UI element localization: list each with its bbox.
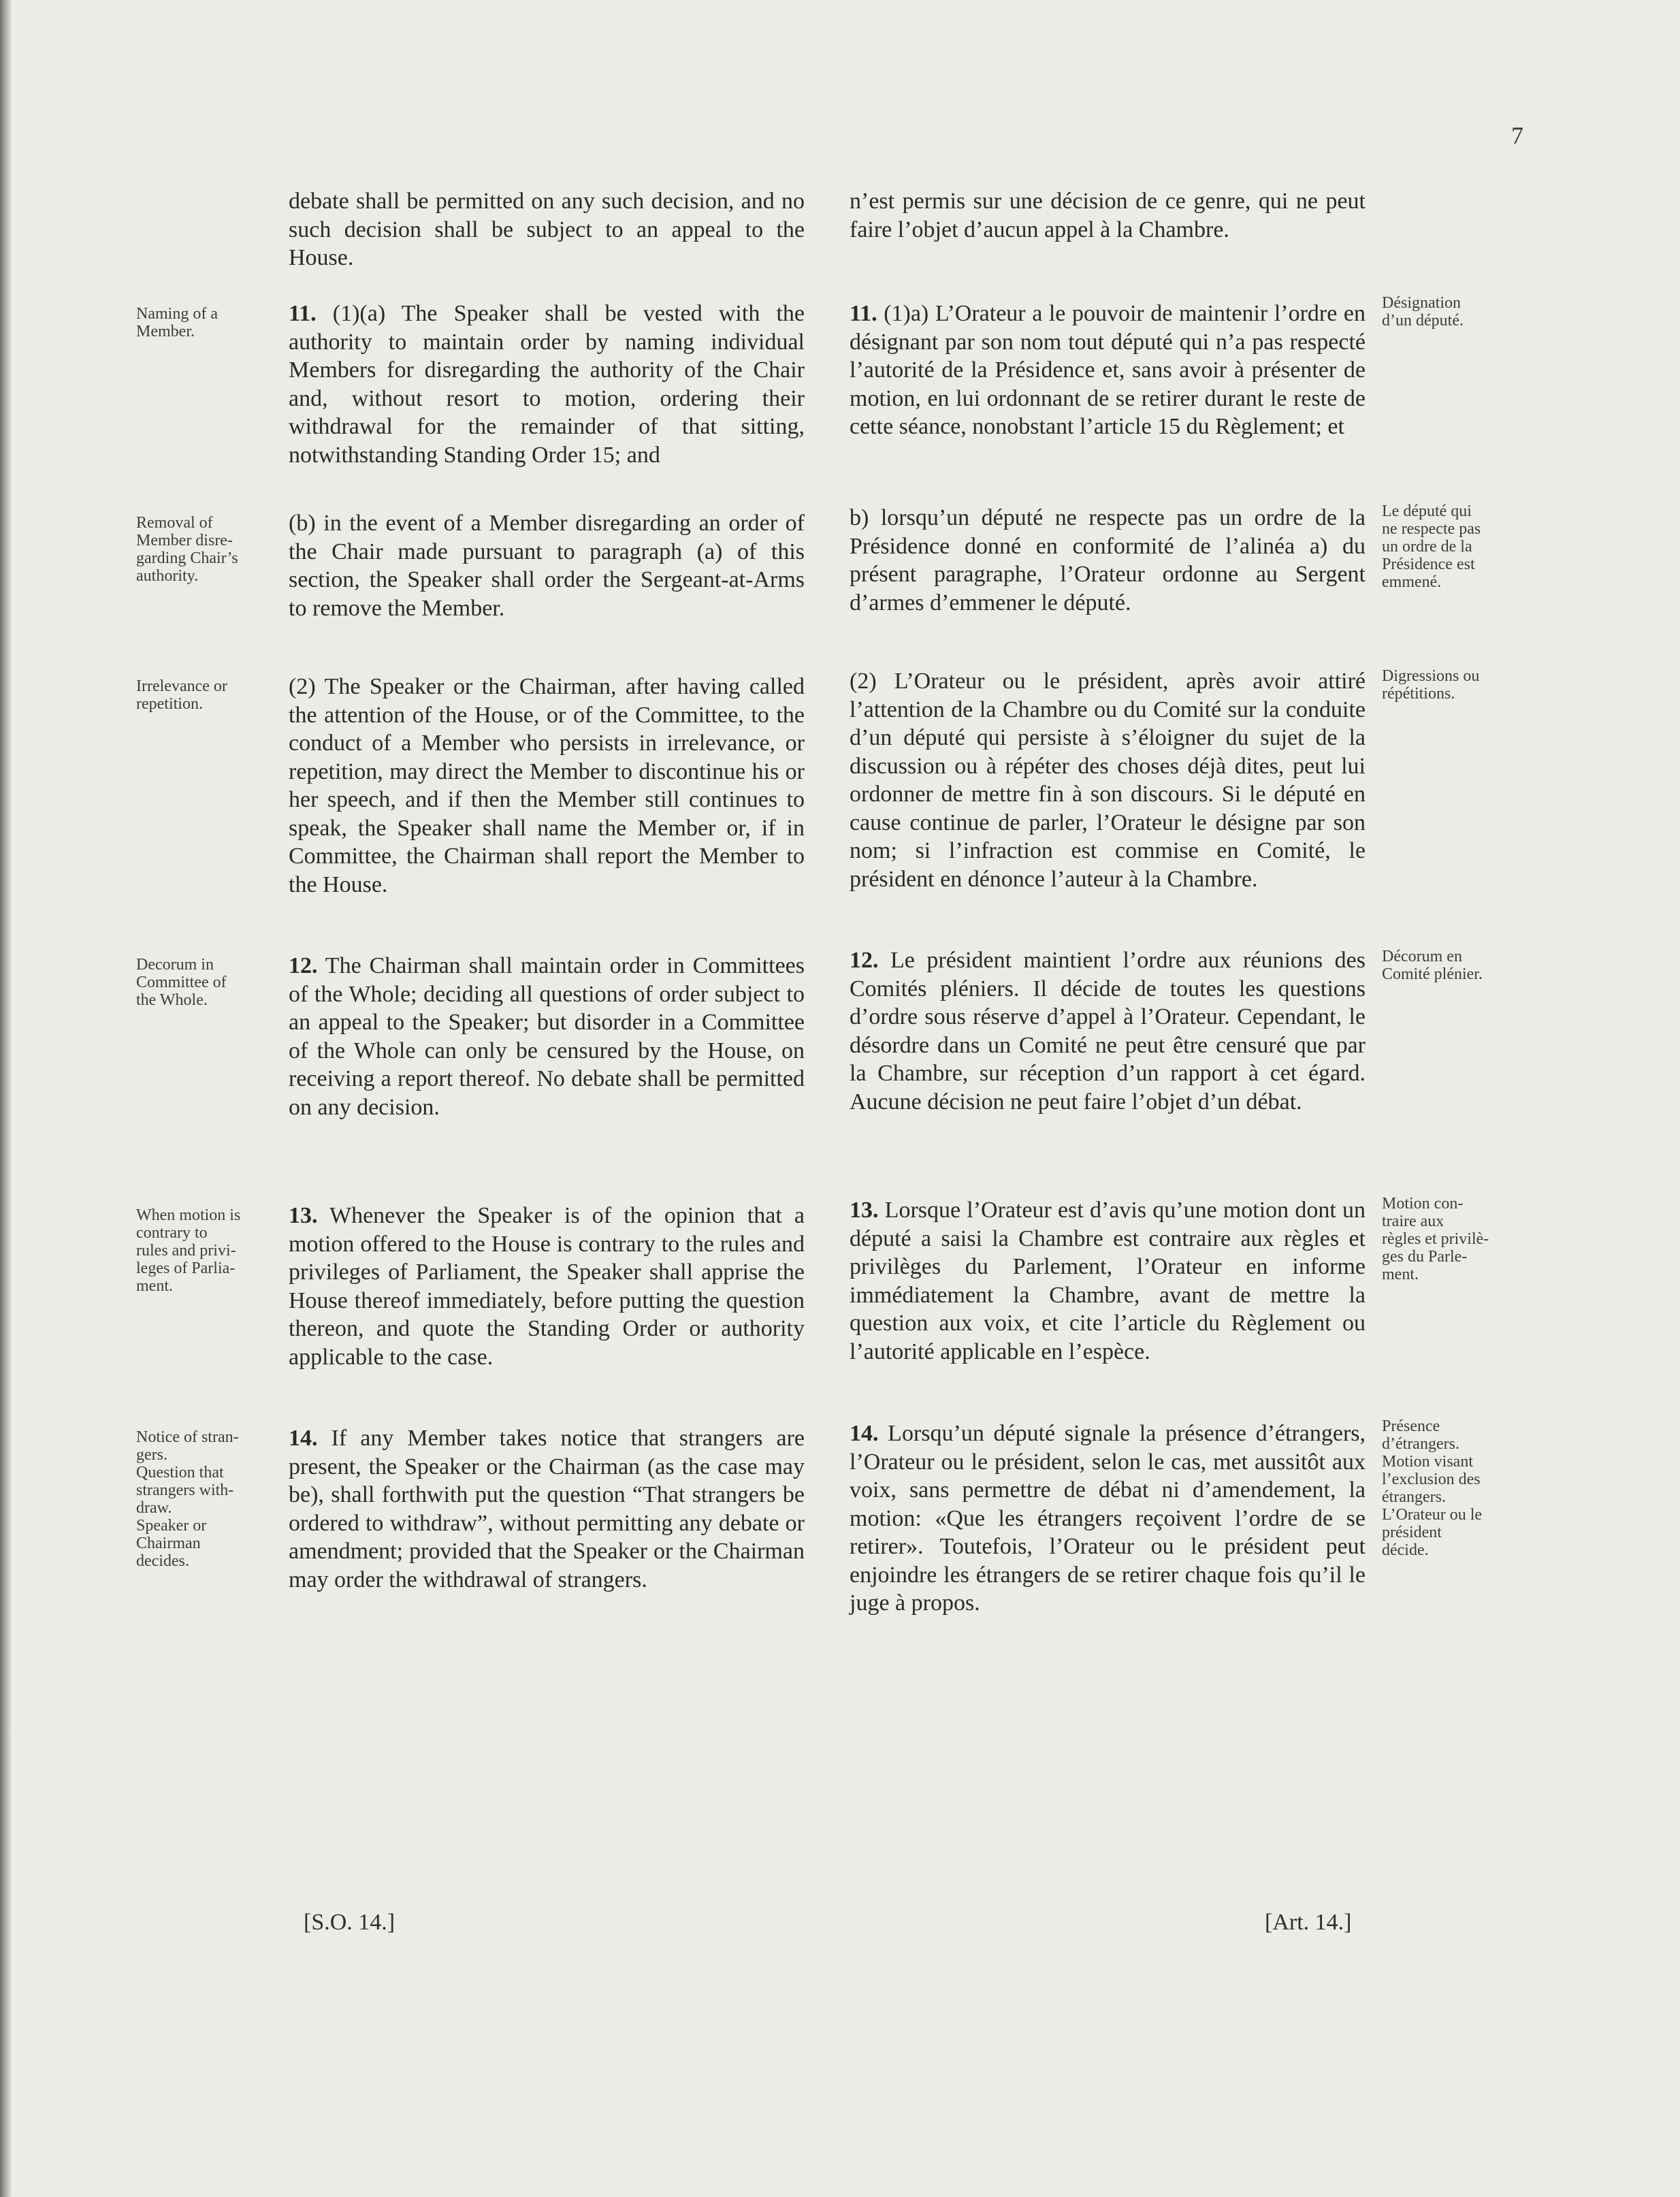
en-section-11-1 xyxy=(289,300,805,469)
margin-note-decorum: Decorum in Committee of the Whole. xyxy=(136,956,227,1009)
en-continuation-text: debate shall be permitted on any such decision, and no such decision shall be subject to an appeal to the House. xyxy=(289,189,805,270)
en-section-13 xyxy=(289,1202,805,1371)
fr-section-14 xyxy=(850,1420,1366,1618)
fr-s13-number: 13. xyxy=(850,1198,879,1223)
fr-section-11-b xyxy=(850,504,1366,617)
margin-note-contraire: Motion con- traire aux règles et privilè- ges du Parle- ment. xyxy=(1382,1195,1489,1283)
fr-s11-b-text: b) lorsqu’un député ne respecte pas un ordre de la Présidence donné en conformité de l’alinéa a) du présent paragraphe, l’Orateur ordonne au Sergent d’armes d’emmener le député. xyxy=(850,505,1366,615)
margin-note-removal: Removal of Member disre- garding Chair’s authority. xyxy=(136,514,238,585)
fr-s11-1-text: (1)a) L’Orateur a le pouvoir de maintenir l’ordre en désignant par son nom tout député qui n’a pas respecté l’autorité de la Présidence et, sans avoir à présenter de motion, en lui ordonnant de se retirer durant le reste de cette séance, nonobstant l’article 15 du Règlement; et xyxy=(850,301,1366,439)
fr-continuation-paragraph xyxy=(850,187,1366,244)
footer-fr-reference: [Art. 14.] xyxy=(1265,1910,1352,1935)
fr-section-11-2 xyxy=(850,667,1366,893)
en-section-11-b xyxy=(289,509,805,622)
margin-note-strangers: Notice of stran- gers. Question that strangers with- draw. Speaker or Chairman decides. xyxy=(136,1428,239,1570)
page-number: 7 xyxy=(1511,122,1523,149)
margin-note-designation: Désignation d’un député. xyxy=(1382,294,1464,330)
en-section-14 xyxy=(289,1424,805,1594)
fr-s11-2-text: (2) L’Orateur ou le président, après avoir attiré l’attention de la Chambre ou du Comité sur la conduite d’un député qui persiste à s’éloigner du sujet de la discussion ou à répéter des choses déjà dites, peut lui ordonner de mettre fin à son discours. Si le député en cause continue de parler, l’Orateur le désigne par son nom; si l’infraction est commise en Comité, le président en dénonce l’auteur à la Chambre. xyxy=(850,669,1366,892)
margin-note-emmene: Le député qui ne respecte pas un ordre de la Présidence est emmené. xyxy=(1382,502,1481,591)
fr-s14-number: 14. xyxy=(850,1421,879,1446)
fr-s11-number: 11. xyxy=(850,301,877,326)
footer-en-reference: [S.O. 14.] xyxy=(304,1910,395,1935)
fr-section-13 xyxy=(850,1196,1366,1366)
en-section-11-2 xyxy=(289,673,805,899)
en-s11-1-text: (1)(a) The Speaker shall be vested with the authority to maintain order by naming individual Members for disregarding the authority of the Chair and, without resort to motion, ordering their withdrawal for the remainder of that sitting, notwithstanding Standing Order 15; and xyxy=(289,301,805,468)
margin-note-naming: Naming of a Member. xyxy=(136,305,218,340)
en-continuation-paragraph xyxy=(289,187,805,272)
margin-note-contrary: When motion is contrary to rules and privi- leges of Parlia- ment. xyxy=(136,1206,241,1295)
fr-s12-number: 12. xyxy=(850,948,879,973)
fr-s14-text: Lorsqu’un député signale la présence d’étrangers, l’Orateur ou le président, selon le cas, met aussitôt aux voix, sans permettre de débat ni d’amendement, la motion: «Que les étrangers reçoivent l’ordre de se retirer». Toutefois, l’Orateur ou le président peut enjoindre les étrangers de se retirer chaque fois qu’il le juge à propos. xyxy=(850,1421,1366,1616)
en-s12-text: The Chairman shall maintain order in Committees of the Whole; deciding all questions of order subject to an appeal to the Speaker; but disorder in a Committee of the Whole can only be censured by the House, on receiving a report thereof. No debate shall be permitted on any decision. xyxy=(289,953,805,1120)
en-s11-b-text: (b) in the event of a Member disregarding an order of the Chair made pursuant to paragraph (a) of this section, the Speaker shall order the Sergeant-at-Arms to remove the Member. xyxy=(289,511,805,621)
fr-continuation-text: n’est permis sur une décision de ce genre, qui ne peut faire l’objet d’aucun appel à la Chambre. xyxy=(850,189,1366,242)
margin-note-irrelevance: Irrelevance or repetition. xyxy=(136,677,227,713)
book-spine-shadow xyxy=(0,0,11,2197)
en-s13-text: Whenever the Speaker is of the opinion that a motion offered to the House is contrary to the rules and privileges of Parliament, the Speaker shall apprise the House thereof immediately, before putting the question thereon, and quote the Standing Order or authority applicable to the case. xyxy=(289,1203,805,1370)
en-s11-2-text: (2) The Speaker or the Chairman, after having called the attention of the House, or of the Committee, to the conduct of a Member who persists in irrelevance, or repetition, may direct the Member to discontinue his or her speech, and if then the Member still continues to speak, the Speaker shall name the Member or, if in Committee, the Chairman shall report the Member to the House. xyxy=(289,674,805,897)
fr-s13-text: Lorsque l’Orateur est d’avis qu’une motion dont un député a saisi la Chambre est contraire aux règles et privilèges du Parlement, l’Orateur en informe immédiatement la Chambre, avant de mettre la question aux voix, et cite l’article du Règlement ou l’autorité applicable en l’espèce. xyxy=(850,1198,1366,1364)
margin-note-digressions: Digressions ou répétitions. xyxy=(1382,667,1480,703)
fr-section-12 xyxy=(850,946,1366,1116)
margin-note-decorum-fr: Décorum en Comité plénier. xyxy=(1382,948,1483,983)
fr-s12-text: Le président maintient l’ordre aux réunions des Comités pléniers. Il décide de toutes les questions d’ordre sous réserve d’appel à l’Orateur. Cependant, le désordre dans un Comité ne peut être censuré que par la Chambre, sur réception d’un rapport à cet égard. Aucune décision ne peut faire l’objet d’un débat. xyxy=(850,948,1366,1114)
en-s11-number: 11. xyxy=(289,301,317,326)
en-section-12 xyxy=(289,952,805,1121)
margin-note-etrangers: Présence d’étrangers. Motion visant l’exclusion des étrangers. L’Orateur ou le président décide. xyxy=(1382,1417,1483,1559)
fr-section-11-1 xyxy=(850,300,1366,441)
en-s14-number: 14. xyxy=(289,1426,318,1451)
en-s13-number: 13. xyxy=(289,1203,318,1228)
en-s14-text: If any Member takes notice that strangers are present, the Speaker or the Chairman (as the case may be), shall forthwith put the question “That strangers be ordered to withdraw”, without permitting any debate or amendment; provided that the Speaker or the Chairman may order the withdrawal of strangers. xyxy=(289,1426,805,1592)
en-s12-number: 12. xyxy=(289,953,318,978)
